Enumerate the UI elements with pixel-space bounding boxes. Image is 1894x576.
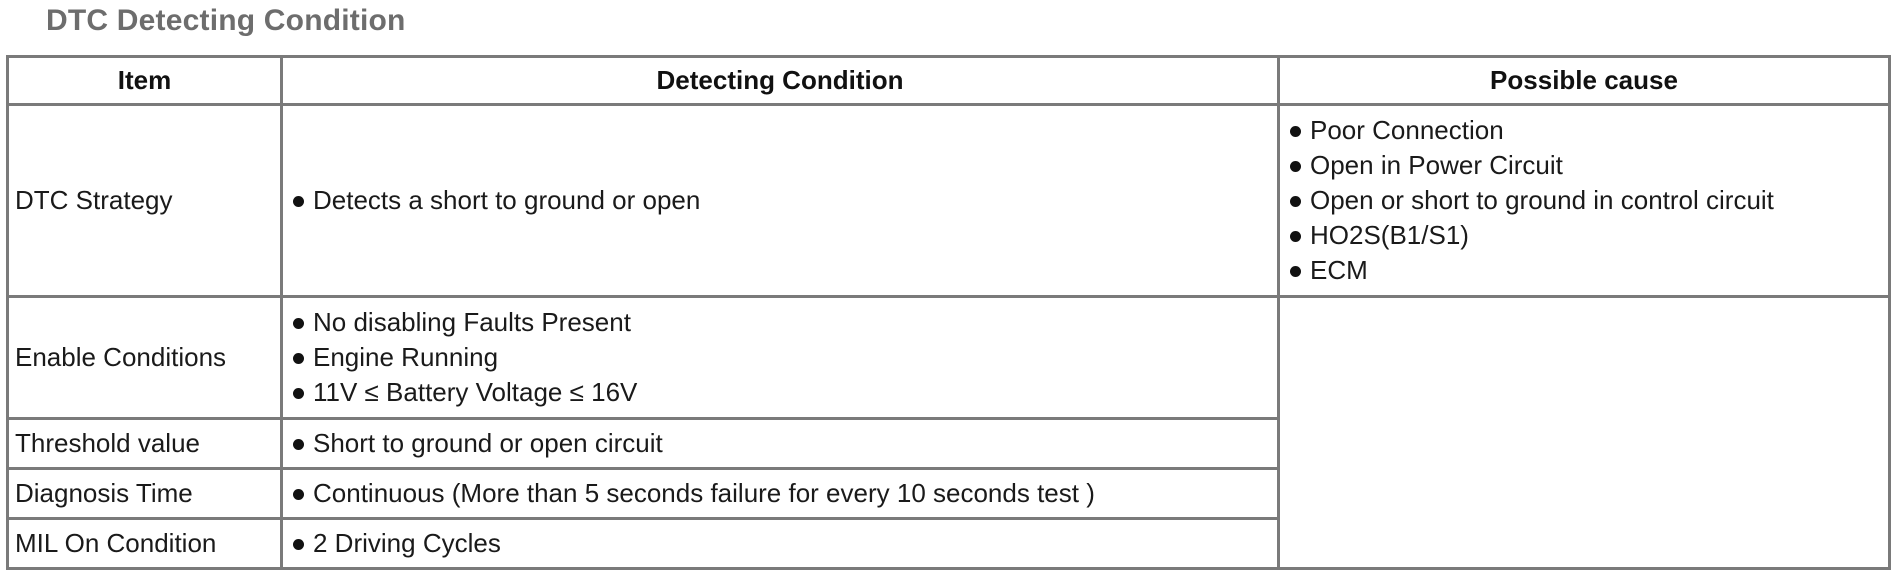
cause-bullet: Open in Power Circuit: [1288, 148, 1888, 183]
condition-bullet: Engine Running: [291, 340, 1277, 375]
possible-cause-cell: [1279, 105, 1890, 297]
header-item: Item: [8, 57, 282, 105]
condition-bullet: No disabling Faults Present: [291, 305, 1277, 340]
condition-bullet: Short to ground or open circuit: [291, 426, 1277, 461]
row-item-label: MIL On Condition: [8, 519, 282, 569]
empty-cause-cell: [1279, 297, 1890, 569]
condition-bullet: 2 Driving Cycles: [291, 526, 1277, 561]
table-row: [8, 297, 1890, 419]
row-conditions: [282, 105, 1279, 297]
row-conditions: [282, 469, 1279, 519]
condition-bullet: 11V ≤ Battery Voltage ≤ 16V: [291, 375, 1277, 410]
row-item-label: Diagnosis Time: [8, 469, 282, 519]
cause-bullet: ECM: [1288, 253, 1888, 288]
row-conditions: [282, 519, 1279, 569]
condition-bullet: Detects a short to ground or open: [291, 183, 1277, 218]
row-conditions: [282, 419, 1279, 469]
row-item-label: Threshold value: [8, 419, 282, 469]
table-header-row: [8, 57, 1890, 105]
row-conditions: [282, 297, 1279, 419]
header-detecting-condition: Detecting Condition: [282, 57, 1279, 105]
page-title: DTC Detecting Condition: [46, 4, 406, 37]
cause-bullet: HO2S(B1/S1): [1288, 218, 1888, 253]
row-item-label: DTC Strategy: [8, 105, 282, 297]
condition-bullet: Continuous (More than 5 seconds failure for every 10 seconds test ): [291, 476, 1277, 511]
cause-bullet: Open or short to ground in control circuit: [1288, 183, 1888, 218]
row-item-label: Enable Conditions: [8, 297, 282, 419]
dtc-table: [6, 55, 1891, 570]
cause-bullet: Poor Connection: [1288, 113, 1888, 148]
header-possible-cause: Possible cause: [1279, 57, 1890, 105]
table-row: [8, 105, 1890, 297]
